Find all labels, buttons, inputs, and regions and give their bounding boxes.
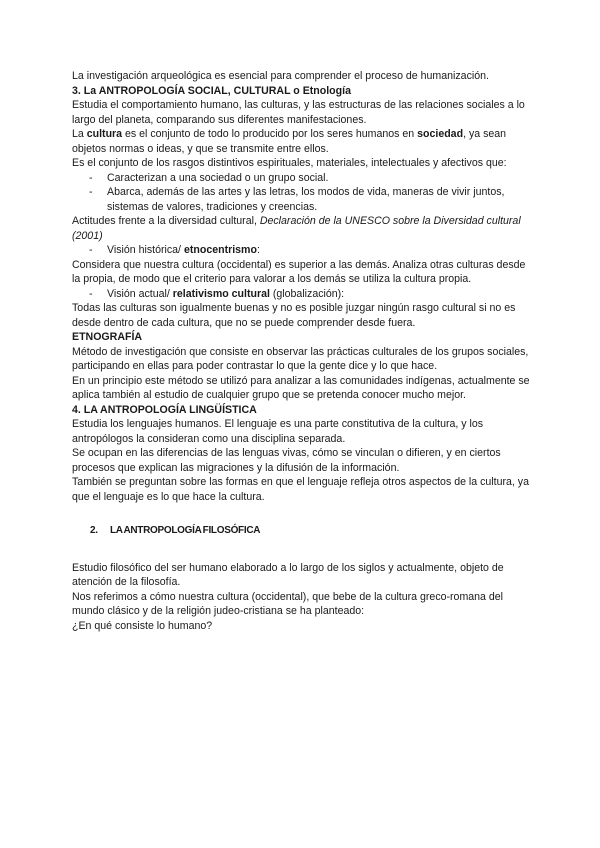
term-relativismo-cultural: relativismo cultural — [172, 287, 270, 300]
bullet-dash: - — [89, 287, 93, 300]
culture-traits-intro: Es el conjunto de los rasgos distintivos espirituales, materiales, intelectuales y afectivos que: — [72, 157, 507, 169]
heading-ethnography: ETNOGRAFÍA — [72, 331, 143, 343]
term-sociedad: sociedad — [417, 128, 464, 140]
ethnography-usage: En un principio este método se utilizó para analizar a las comunidades indígenas, actualmente se aplica también al estudio de cualquier grupo que se pretenda conocer mucho mejor. — [72, 374, 530, 401]
heading-number: 2. — [90, 525, 98, 536]
linguistic-questions: También se preguntan sobre las formas en que el lenguaje refleja otros aspectos de la cultura, ya que el lenguaje es lo que hace la cultura. — [72, 476, 529, 503]
cultural-diversity-attitudes: Actitudes frente a la diversidad cultural, Declaración de la UNESCO sobre la Diversidad cultural (2001) — [72, 215, 521, 242]
heading-cultural-anthropology: 3. La ANTROPOLOGÍA SOCIAL, CULTURAL o Etnología — [72, 84, 351, 97]
culture-definition: La cultura es el conjunto de todo lo producido por los seres humanos en sociedad, ya sean objetos normas o ideas, y que se transmite entre ellos. — [72, 128, 507, 155]
linguistic-differences: Se ocupan en las diferencias de las lenguas vivas, cómo se vinculan o difieren, y en ciertos procesos que explican las migraciones y la difusión de la información. — [72, 447, 501, 474]
ethnocentrism-description: Considera que nuestra cultura (occidental) es superior a las demás. Analiza otras culturas desde la propia, de modo que el criterio para valorar a los demás se utiliza la cultura propia. — [72, 258, 526, 285]
term-etnocentrismo: etnocentrismo — [183, 244, 257, 256]
heading-linguistic-anthropology: 4. LA ANTROPOLOGÍA LINGÜÍSTICA — [72, 403, 257, 416]
intro-paragraph: La investigación arqueológica es esencial para comprender el proceso de humanización. — [72, 70, 489, 82]
relativism-description: Todas las culturas son igualmente buenas y no es posible juzgar ningún rasgo cultural si no es desde dentro de cada cultura, que no se puede comprender desde fuera. — [72, 302, 516, 329]
heading-philosophical-anthropology — [90, 524, 532, 539]
bullet-dash: - — [89, 171, 93, 184]
document-body — [72, 69, 532, 633]
philosophical-description: Estudio filosófico del ser humano elaborado a lo largo de los siglos y actualmente, objeto de atención de la filosofía. — [72, 561, 504, 588]
unesco-reference: Declaración de la UNESCO sobre la Diversidad cultural (2001) — [72, 215, 521, 242]
ethnography-description: Método de investigación que consiste en observar las prácticas culturales de los grupos sociales, participando en ellas para poder contrastar lo que la gente dice y lo que hace. — [72, 345, 529, 372]
bullet-item: - Caracterizan a una sociedad o un grupo social. — [89, 171, 329, 184]
term-cultura: cultura — [86, 128, 123, 140]
heading-text: LA ANTROPOLOGÍA FILOSÓFICA — [110, 525, 261, 536]
cultural-description: Estudia el comportamiento humano, las culturas, y las estructuras de las relaciones sociales a lo largo del planeta, comparando sus diferentes manifestaciones. — [72, 99, 525, 126]
linguistic-description: Estudia los lenguajes humanos. El lenguaje es una parte constitutiva de la cultura, y los antropólogos la consideran como una disciplina separada. — [72, 418, 484, 445]
western-culture-paragraph: Nos referimos a cómo nuestra cultura (occidental), que bebe de la cultura greco-romana del mundo clásico y de la religión judeo-cristiana se ha planteado: — [72, 590, 504, 617]
bullet-historical-view: - Visión histórica/ etnocentrismo: — [89, 244, 260, 256]
bullet-dash: - — [89, 244, 93, 256]
bullet-dash: - — [89, 186, 93, 198]
bullet-current-view: - Visión actual/ relativismo cultural (globalización): — [89, 287, 345, 300]
question-human: ¿En qué consiste lo humano? — [72, 619, 213, 632]
bullet-item: - Abarca, además de las artes y las letras, los modos de vida, maneras de vivir juntos, sistemas de valores, tradiciones y creencias. — [89, 186, 505, 213]
